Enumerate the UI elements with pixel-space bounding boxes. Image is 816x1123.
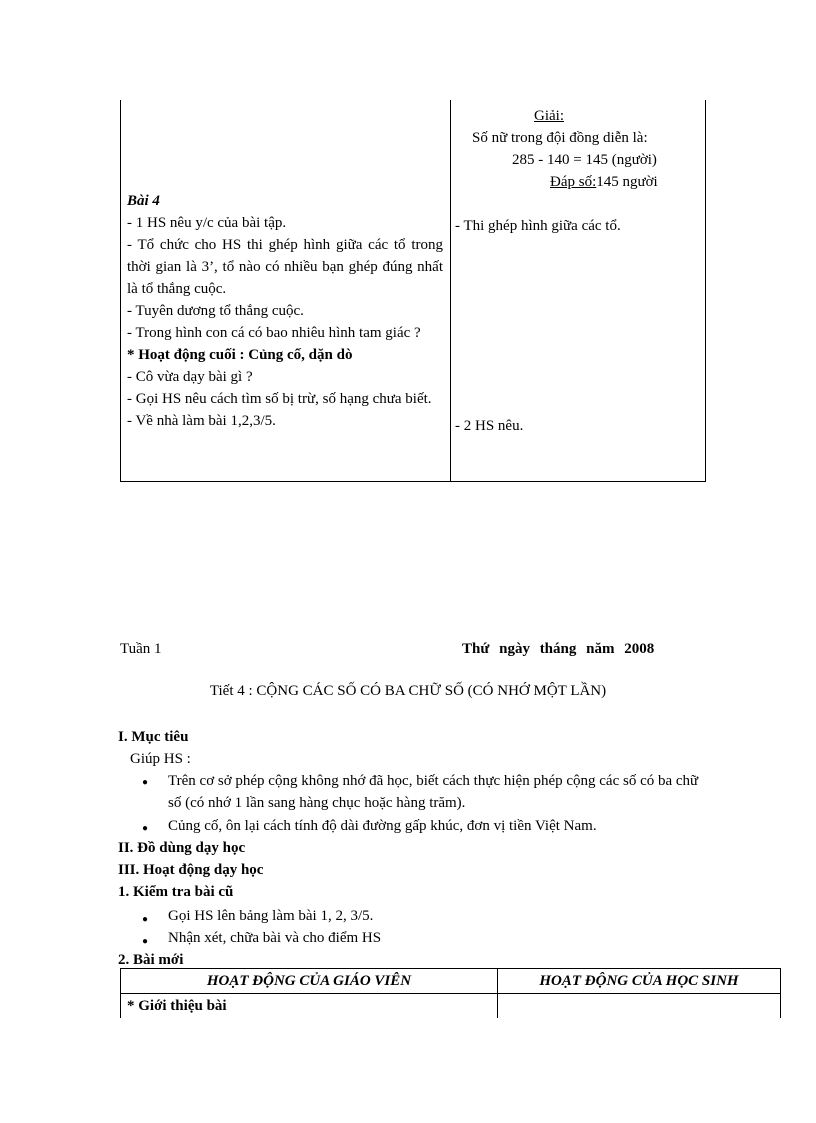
review-item: Nhận xét, chữa bài và cho điểm HS (168, 930, 382, 946)
student-header: HOẠT ĐỘNG CỦA HỌC SINH (498, 969, 781, 994)
empty-cell (498, 994, 781, 1019)
teacher-header: HOẠT ĐỘNG CỦA GIÁO VIÊN (121, 969, 498, 994)
week-label: Tuần 1 (120, 641, 162, 657)
materials-title: II. Đồ dùng dạy học (118, 840, 246, 856)
bullet-icon: ● (142, 914, 149, 925)
lesson-title: Tiết 4 : CỘNG CÁC SỐ CÓ BA CHỮ SỐ (CÓ NHỚ MỘT LẦN) (209, 683, 607, 699)
bullet-icon: ● (142, 777, 149, 788)
closing-line: - Về nhà làm bài 1,2,3/5. (127, 413, 276, 429)
answer-label: Đáp số: (550, 174, 597, 190)
teacher-column (127, 190, 443, 432)
activities-title: III. Hoạt động dạy học (118, 862, 264, 878)
review-item: Gọi HS lên bảng làm bài 1, 2, 3/5. (168, 908, 374, 924)
column-divider (450, 100, 451, 481)
solution-line-1: Số nữ trong đội đồng diễn là: (472, 130, 648, 146)
bullet-icon: ● (142, 936, 149, 947)
answer-value: 145 người (596, 174, 658, 190)
closing-line: - Gọi HS nêu cách tìm số bị trừ, số hạng chưa biết. (127, 391, 432, 407)
solution-line-2: 285 - 140 = 145 (người) (512, 152, 657, 168)
student-game-text: - Thi ghép hình giữa các tổ. (455, 218, 621, 234)
intro-cell: * Giới thiệu bài (121, 994, 498, 1019)
objectives-title: I. Mục tiêu (118, 729, 189, 745)
objective-item: Củng cố, ôn lại cách tính độ dài đường gấp khúc, đơn vị tiền Việt Nam. (168, 818, 597, 834)
exercise-title: Bài 4 (127, 193, 160, 209)
activity-table (120, 968, 781, 1018)
teacher-line: - Tuyên dương tổ thắng cuộc. (127, 303, 304, 319)
date-label: Thứ ngày tháng năm 2008 (462, 641, 655, 657)
bullet-icon: ● (142, 823, 149, 834)
solution-heading: Giải: (534, 108, 564, 124)
review-title: 1. Kiểm tra bài cũ (118, 884, 234, 900)
objective-item: Trên cơ sở phép cộng không nhớ đã học, biết cách thực hiện phép cộng các số có ba chữ số (có nhớ 1 lần sang hàng chục hoặc hàng trăm). (168, 773, 699, 811)
student-answer-text: - 2 HS nêu. (455, 418, 524, 434)
teacher-line: - Trong hình con cá có bao nhiêu hình tam giác ? (127, 325, 421, 341)
teacher-line: - Tổ chức cho HS thi ghép hình giữa các tổ trong thời gian là 3’, tổ nào có nhiều bạn ghép đúng nhất là tổ thắng cuộc. (127, 237, 443, 297)
closing-line: - Cô vừa dạy bài gì ? (127, 369, 253, 385)
activity-table-continued (120, 100, 706, 482)
solution-answer (550, 171, 658, 193)
activity-title: * Hoạt động cuối : Củng cố, dặn dò (127, 347, 353, 363)
new-lesson-title: 2. Bài mới (118, 952, 184, 968)
objectives-intro: Giúp HS : (130, 751, 191, 767)
teacher-line: - 1 HS nêu y/c của bài tập. (127, 215, 287, 231)
